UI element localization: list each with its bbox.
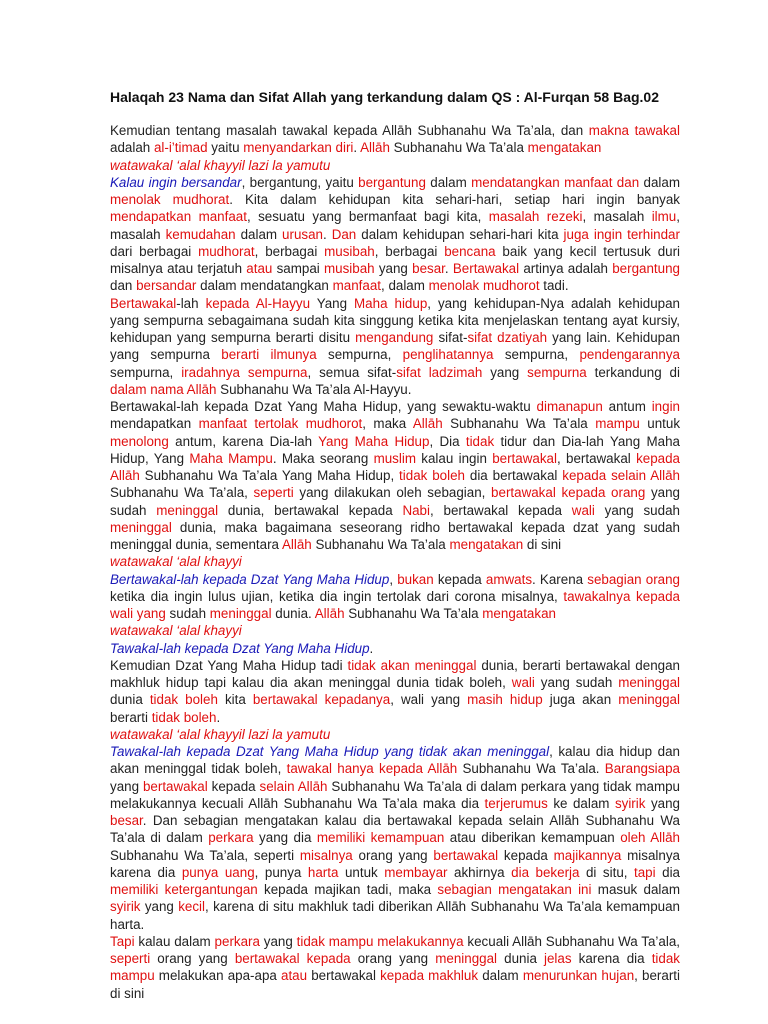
red-highlight-run: musibah (324, 243, 375, 259)
text-run: dalam kehidupan sehari-hari kita (356, 226, 564, 242)
red-highlight-run: kepada selain Allāh (562, 468, 680, 483)
text-run: atau diberikan kemampuan (444, 830, 621, 846)
red-highlight-run: seperti (253, 485, 294, 501)
red-highlight-run: tidak mampu (110, 951, 680, 984)
red-highlight-run: bertawakal kepadanya (252, 692, 391, 708)
text-run: , berarti di sini (110, 968, 680, 1001)
text-run: antum (602, 399, 652, 414)
text-run: , bertawakal (556, 450, 637, 466)
text-run: Kemudian Dzat Yang Maha Hidup tadi (110, 657, 348, 673)
text-run: ketika dia ingin lulus ujian, ketika dia ingin tertolak dari corona misalnya, (110, 588, 564, 604)
text-run: dunia. (271, 606, 315, 621)
red-highlight-run: sifat dzatiyah (467, 330, 548, 345)
red-highlight-run: musibah (323, 261, 375, 276)
red-highlight-run: membayar (384, 864, 448, 880)
red-highlight-run: seperti (110, 951, 151, 966)
red-highlight-run: tidak (465, 433, 495, 449)
paragraph (110, 640, 680, 657)
blue-italic-run: Tawakal-lah kepada Dzat Yang Maha Hidup yang tidak akan meninggal (110, 744, 550, 759)
red-highlight-run: kepada Allāh (110, 450, 680, 483)
text-run: di sini (523, 537, 562, 552)
red-highlight-run: Maha hidup (354, 295, 428, 311)
text-run: Subhanahu Wa Ta’ala (442, 416, 596, 432)
red-highlight-run: Allāh (314, 606, 345, 621)
red-highlight-run: harta (307, 864, 339, 880)
red-highlight-run: tidak boleh (149, 692, 218, 708)
paragraph (110, 553, 680, 570)
red-highlight-run: tawakal hanya kepada Allāh (286, 761, 458, 777)
text-run: Bertawakal-lah kepada Dzat Yang Maha Hidup, yang sewaktu-waktu (110, 399, 537, 414)
red-highlight-run: Barangsiapa (604, 761, 680, 777)
red-highlight-run: atau (246, 261, 273, 276)
red-highlight-run: bertawakal (492, 450, 557, 466)
text-run: adalah (110, 140, 154, 156)
document-title: Halaqah 23 Nama dan Sifat Allah yang terkandung dalam QS : Al-Furqan 58 Bag.02 (110, 89, 659, 105)
text-run: dunia (110, 692, 150, 708)
red-highlight-run: bergantung (612, 261, 680, 276)
text-run: sempurna, (316, 347, 403, 363)
red-highlight-run: bertawakal (433, 847, 499, 863)
text-run: orang yang (350, 951, 436, 966)
text-run: yang sudah (534, 675, 619, 690)
red-highlight-run: atau (281, 968, 308, 984)
text-run: , maka (362, 416, 413, 432)
red-highlight-run: Bertawakal (110, 295, 177, 311)
red-highlight-run: manfaat tertolak mudhorot (198, 416, 363, 432)
text-run: dalam mendatangkan (196, 278, 333, 294)
blue-italic-run: Tawakal-lah kepada Dzat Yang Maha Hidup (110, 640, 370, 656)
text-run: , (389, 571, 398, 587)
red-highlight-run: tidak boleh (399, 468, 465, 483)
red-highlight-run: menolong (110, 433, 169, 449)
red-highlight-run: mengatakan (482, 606, 556, 621)
text-run: bertawakal (307, 968, 381, 984)
paragraph (110, 571, 680, 623)
red-highlight-run: tapi (634, 864, 656, 880)
text-run: kepada majikan tadi, maka (257, 882, 438, 897)
text-run: kecuali Allāh Subhanahu Wa Ta’ala, (463, 933, 680, 949)
red-highlight-run: dalam nama Allāh (110, 381, 217, 397)
red-highlight-run: majikannya (553, 847, 622, 863)
red-highlight-run: tidak akan meninggal (347, 657, 477, 673)
red-highlight-run: meninggal (435, 951, 498, 966)
red-highlight-run: mengatakan (449, 537, 524, 552)
text-run: dalam (639, 174, 680, 190)
red-highlight-run: sempurna (527, 364, 587, 380)
text-run: baik yang kecil tertusuk duri misalnya atau terjatuh (110, 243, 681, 276)
red-highlight-run: mendatangkan manfaat dan (471, 174, 640, 190)
red-highlight-run: dimanapun (536, 399, 603, 414)
red-highlight-run: besar (110, 813, 143, 828)
text-run: yang (482, 364, 528, 380)
red-highlight-run: sebagian mengatakan ini (437, 882, 592, 897)
text-run: Subhanahu Wa Ta’ala Yang Maha Hidup, (139, 468, 400, 483)
text-run: , berbagai (374, 243, 445, 259)
red-highlight-run: wali (571, 502, 595, 518)
text-run: misalnya karena dia (110, 847, 680, 880)
text-run: , bertawakal kepada (429, 502, 572, 518)
text-run: , masalah (110, 209, 680, 242)
red-italic-run: watawakal ‘alal khayyi (110, 554, 242, 570)
text-run: di situ, (579, 864, 635, 880)
text-run: . (369, 640, 374, 656)
red-highlight-run: mengandung (355, 330, 434, 345)
paragraph (110, 726, 680, 743)
text-run: Yang (310, 295, 355, 311)
text-run: ke dalam (547, 795, 615, 811)
text-run: . (353, 140, 361, 156)
text-run: yang (140, 899, 179, 915)
text-run: yang lain. Kehidupan yang sempurna (110, 330, 680, 363)
text-run: Subhanahu Wa Ta’ala (344, 606, 483, 621)
document-body (110, 122, 680, 1002)
text-run: . Maka seorang (272, 450, 374, 466)
text-run: . Kita dalam kehidupan kita sehari-hari, setiap hari ingin banyak (229, 192, 681, 207)
text-run: sempurna, (493, 347, 580, 363)
paragraph (110, 743, 680, 933)
paragraph (110, 657, 680, 726)
red-highlight-run: dia bekerja (511, 864, 580, 880)
blue-italic-run: Kalau ingin bersandar (110, 174, 242, 190)
text-run: yang sudah (110, 485, 680, 518)
text-run: yang (374, 261, 413, 276)
paragraph (110, 933, 680, 1002)
red-highlight-run: meninggal (618, 692, 680, 708)
text-run: dia bertawakal (464, 468, 563, 483)
red-highlight-run: bertawakal kepada (234, 951, 351, 966)
text-run: orang yang (150, 951, 235, 966)
text-run: artinya adalah (519, 261, 613, 276)
text-run: masuk dalam (591, 882, 681, 897)
red-highlight-run: muslim (373, 450, 416, 466)
red-highlight-run: juga ingin terhindar (563, 226, 680, 242)
paragraph (110, 157, 680, 174)
red-highlight-run: Tapi (110, 933, 135, 949)
text-run: Subhanahu Wa Ta’ala (389, 140, 528, 156)
red-highlight-run: jelas (544, 951, 572, 966)
text-run: , bergantung, yaitu (241, 174, 359, 190)
paragraph (110, 398, 680, 553)
red-italic-run: watawakal ‘alal khayyil lazi la yamutu (110, 726, 331, 742)
red-highlight-run: bertawakal kepada orang (491, 485, 646, 501)
red-highlight-run: menyandarkan diri (243, 140, 354, 156)
red-highlight-run: meninggal (110, 519, 172, 535)
red-highlight-run: selain Allāh (259, 778, 328, 794)
red-highlight-run: pendengarannya (579, 347, 680, 363)
paragraph (110, 622, 680, 639)
text-run: Subhanahu Wa Ta’ala (311, 537, 450, 552)
red-highlight-run: kepada Al-Hayyu (205, 295, 311, 311)
red-highlight-run: iradahnya sempurna (181, 364, 308, 380)
red-highlight-run: kecil (178, 899, 206, 915)
red-highlight-run: amwats (485, 571, 533, 587)
text-run: dunia, berarti bertawakal dengan makhluk hidup tapi kalau dia akan meninggal dunia tidak boleh, (110, 657, 680, 690)
text-run: dia (655, 864, 680, 880)
text-run: yang dia (253, 830, 317, 846)
red-italic-run: watawakal ‘alal khayyil lazi la yamutu (110, 157, 331, 173)
text-run: Subhanahu Wa Ta’ala. (457, 761, 605, 777)
red-highlight-run: bukan (397, 571, 434, 587)
red-highlight-run: menolak mudhorat (110, 192, 230, 207)
red-highlight-run: Dan (331, 226, 357, 242)
text-run: , karena di situ makhluk tadi diberikan Allāh Subhanahu Wa Ta’ala kemampuan harta. (110, 899, 680, 932)
text-run: dari berbagai (110, 243, 199, 259)
text-run: , kalau dia hidup dan akan meninggal tidak boleh, (110, 744, 680, 777)
text-run: , semua sifat- (307, 364, 397, 380)
red-highlight-run: misalnya (299, 847, 353, 863)
red-highlight-run: tawakalnya kepada wali yang (110, 588, 680, 621)
text-run: yang (259, 933, 297, 949)
text-run: Subhanahu Wa Ta’ala di dalam perkara yang tidak mampu melakukannya kecuali Allāh Subhanahu Wa Ta’ala maka dia (110, 778, 680, 811)
text-run: Subhanahu Wa Ta’ala, (110, 485, 254, 501)
text-run: juga akan (542, 692, 619, 708)
text-run: , berbagai (254, 243, 325, 259)
text-run: . Dan sebagian mengatakan kalau dia bertawakal kepada selain Allāh Subhanahu Wa Ta’ala di dalam (110, 813, 680, 846)
red-highlight-run: kemudahan (165, 226, 236, 242)
red-highlight-run: perkara (208, 830, 254, 846)
red-highlight-run: meninggal (618, 675, 680, 690)
text-run: , sesuatu yang bermanfaat bagi kita, (246, 209, 489, 225)
text-run: dunia (497, 951, 544, 966)
text-run: mendapatkan (110, 416, 199, 432)
text-run: kepada (498, 847, 554, 863)
text-run: kita (217, 692, 253, 708)
text-run: orang yang (352, 847, 434, 863)
paragraph (110, 122, 680, 157)
text-run: dalam (235, 226, 283, 242)
red-highlight-run: Nabi (402, 502, 430, 518)
red-highlight-run: meninggal (209, 606, 272, 621)
red-highlight-run: sifat ladzimah (396, 364, 483, 380)
blue-italic-run: Bertawakal-lah kepada Dzat Yang Maha Hidup (110, 571, 390, 587)
text-run: melakukan apa-apa (154, 968, 281, 984)
text-run: , yang kehidupan-Nya adalah kehidupan yang sempurna sebagaimana sudah kita singgung ketika kita menjelaskan tentang ayat kursiy, kehidupan yang sempurna berarti disitu (110, 295, 680, 345)
text-run: dan (110, 278, 137, 294)
text-run: dalam (478, 968, 523, 984)
red-highlight-run: oleh Allāh (620, 830, 680, 846)
text-run: dunia, bertawakal kepada (218, 502, 403, 518)
red-highlight-run: berarti ilmunya (221, 347, 317, 363)
text-run: , wali yang (390, 692, 468, 708)
red-highlight-run: Allāh (360, 140, 390, 156)
text-run: sempurna, (110, 364, 182, 380)
red-highlight-run: bergantung (358, 174, 426, 190)
red-highlight-run: mengatakan (527, 140, 602, 156)
text-run: berarti (110, 709, 152, 725)
text-run: . (322, 226, 332, 242)
red-highlight-run: Bertawakal (452, 261, 520, 276)
red-highlight-run: memiliki kemampuan (316, 830, 445, 846)
text-run: sudah (165, 606, 210, 621)
red-highlight-run: punya uang (181, 864, 255, 880)
text-run: . (444, 261, 453, 276)
red-highlight-run: bertawakal (142, 778, 208, 794)
red-highlight-run: makna tawakal (588, 123, 680, 138)
red-highlight-run: mendapatkan manfaat (110, 209, 247, 225)
red-highlight-run: memiliki ketergantungan (110, 882, 258, 897)
red-highlight-run: sebagian orang (587, 571, 681, 587)
red-highlight-run: syirik (110, 899, 141, 915)
text-run: , punya (254, 864, 308, 880)
text-run: , Dia (429, 433, 466, 449)
text-run: yang (645, 795, 680, 811)
red-highlight-run: terjerumus (484, 795, 548, 811)
red-highlight-run: perkara (214, 933, 260, 949)
text-run: -lah (176, 295, 206, 311)
red-highlight-run: urusan (282, 226, 323, 242)
text-run: sifat- (433, 330, 468, 345)
paragraph (110, 174, 680, 295)
text-run: . Karena (532, 571, 588, 587)
red-highlight-run: Allāh (281, 537, 312, 552)
text-run: tidur dan Dia-lah Yang Maha Hidup, Yang (110, 433, 680, 466)
red-highlight-run: masih hidup (467, 692, 543, 708)
red-highlight-run: ilmu (651, 209, 677, 225)
red-highlight-run: ingin (651, 399, 680, 414)
text-run: dalam (425, 174, 472, 190)
red-italic-run: watawakal ‘alal khayyi (110, 623, 242, 639)
red-highlight-run: bencana (444, 243, 496, 259)
text-run: Subhanahu Wa Ta’ala Al-Hayyu. (216, 381, 412, 397)
text-run: akhirnya (447, 864, 512, 880)
text-run: sampai (272, 261, 324, 276)
red-highlight-run: manfaat (332, 278, 381, 294)
text-run: yang (110, 778, 143, 794)
red-highlight-run: al-i’timad (153, 140, 208, 156)
red-highlight-run: penglihatannya (402, 347, 494, 363)
red-highlight-run: tidak mampu melakukannya (296, 933, 464, 949)
text-run: yaitu (207, 140, 244, 156)
red-highlight-run: syirik (614, 795, 646, 811)
red-highlight-run: kepada makhluk (380, 968, 479, 984)
red-highlight-run: mampu (595, 416, 640, 432)
red-highlight-run: menolak mudhorot (428, 278, 540, 294)
text-run: . (216, 709, 221, 725)
red-highlight-run: besar (412, 261, 445, 276)
paragraph (110, 295, 680, 399)
red-highlight-run: Allāh (412, 416, 443, 432)
red-highlight-run: mudhorat (198, 243, 255, 259)
text-run: yang dilakukan oleh sebagian, (293, 485, 492, 501)
text-run: kalau dalam (134, 933, 215, 949)
text-run: kepada (433, 571, 486, 587)
text-run: kepada (207, 778, 260, 794)
red-highlight-run: wali (511, 675, 535, 690)
text-run: terkandung di (586, 364, 680, 380)
text-run: Kemudian tentang masalah tawakal kepada Allāh Subhanahu Wa Ta’ala, dan (110, 123, 589, 138)
text-run: dunia, maka bagaimana seseorang ridho bertawakal kepada dzat yang sudah meninggal dunia, sementara (110, 519, 680, 552)
red-highlight-run: meninggal (156, 502, 219, 518)
red-highlight-run: bersandar (136, 278, 197, 294)
red-highlight-run: masalah rezeki (488, 209, 583, 225)
text-run: untuk (338, 864, 385, 880)
text-run: untuk (639, 416, 681, 432)
red-highlight-run: Maha Mampu (189, 450, 273, 466)
text-run: kalau ingin (415, 450, 493, 466)
red-highlight-run: menurunkan hujan (522, 968, 635, 984)
text-run: , masalah (582, 209, 652, 225)
text-run: antum, karena Dia-lah (168, 433, 319, 449)
text-run: , dalam (381, 278, 429, 294)
red-highlight-run: tidak boleh (151, 709, 217, 725)
text-run: Subhanahu Wa Ta’ala, seperti (110, 847, 300, 863)
red-highlight-run: Yang Maha Hidup (318, 433, 430, 449)
text-run: tadi. (539, 278, 569, 294)
text-run: yang sudah (594, 502, 680, 518)
text-run: karena dia (571, 951, 652, 966)
